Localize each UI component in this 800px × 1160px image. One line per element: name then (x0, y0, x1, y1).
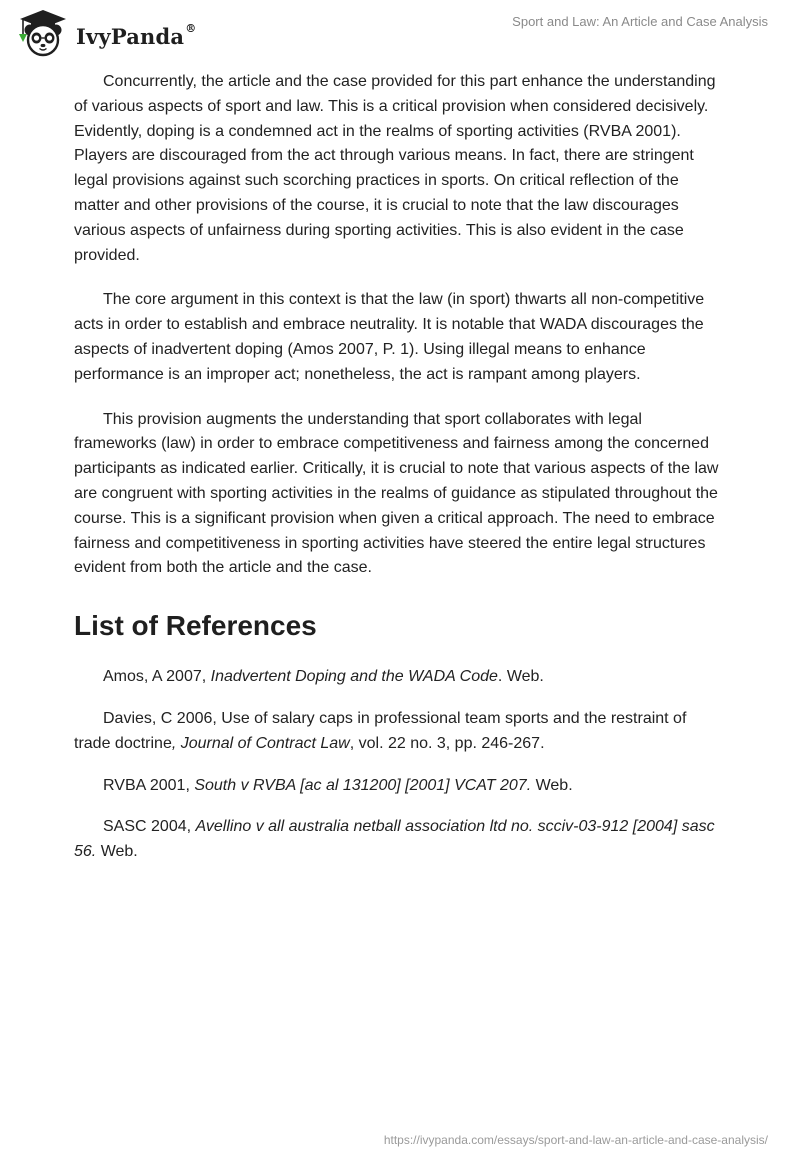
document-body (74, 70, 726, 882)
body-paragraph: The core argument in this context is that the law (in sport) thwarts all non-competitive acts in order to establish and embrace neutrality. It is notable that WADA discourages the aspects of inadvertent doping (Amos 2007, P. 1). Using illegal means to enhance performance is an improper act; nonetheless, the act is rampant among players. (74, 291, 705, 383)
reference-item: RVBA 2001, South v RVBA [ac al 131200] [2001] VCAT 207. Web. (103, 776, 573, 794)
source-url[interactable]: https://ivypanda.com/essays/sport-and-law-an-article-and-case-analysis/ (383, 1133, 768, 1147)
ivypanda-logo[interactable] (14, 8, 196, 58)
reference-item: Amos, A 2007, Inadvertent Doping and the WADA Code. Web. (103, 668, 544, 686)
logo-text: IvyPanda® (76, 21, 197, 49)
reference-item: Davies, C 2006, Use of salary caps in professional team sports and the restraint of trade doctrine, Journal of Contract Law, vol. 22 no. 3, pp. 246-267. (74, 709, 687, 752)
body-paragraph: This provision augments the understanding that sport collaborates with legal frameworks (law) in order to embrace competitiveness and fairness among the concerned participants as indicated earlier. Critically, it is crucial to note that various aspects of the law are congruent with sporting activities in the realms of guidance as stipulated throughout the course. This is a significant provision when given a critical approach. The need to embrace fairness and competitiveness in sporting activities have steered the entire legal structures evident from both the article and the case. (74, 410, 719, 577)
reference-item: SASC 2004, Avellino v all australia netball association ltd no. scciv-03-912 [2004] sasc 56. Web. (74, 818, 715, 861)
references-heading: List of References (74, 610, 317, 642)
page-header (0, 0, 800, 64)
document-title: Sport and Law: An Article and Case Analysis (512, 14, 768, 29)
panda-graduate-icon (14, 8, 72, 58)
body-paragraph: Concurrently, the article and the case provided for this part enhance the understanding of various aspects of sport and law. This is a critical provision when considered decisively. Evidently, doping is a condemned act in the realms of sporting activities (RVBA 2001). Players are discouraged from the act through various means. In fact, there are stringent legal provisions against such scorching practices in sports. On critical reflection of the matter and other provisions of the course, it is crucial to note that the law discourages various aspects of unfairness during sporting activities. This is also evident in the case provided. (74, 73, 716, 264)
